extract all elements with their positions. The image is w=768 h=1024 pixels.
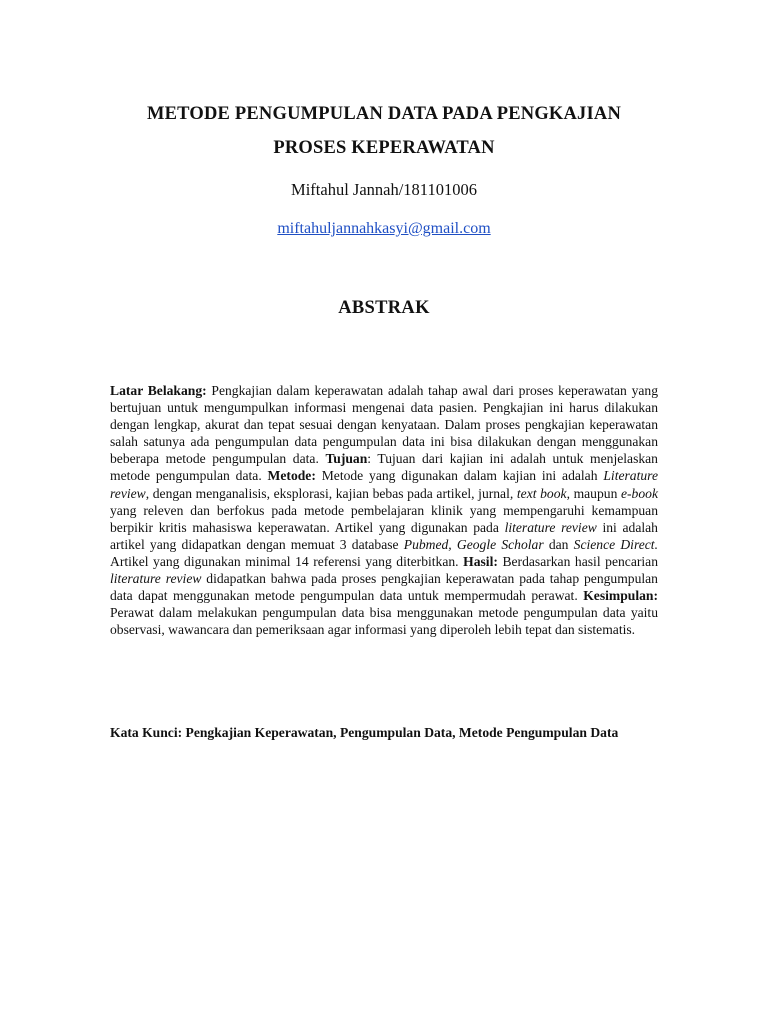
metode-italic: Pubmed, Geogle Scholar: [403, 536, 544, 552]
hasil-label: Hasil:: [463, 553, 498, 569]
hasil-italic: literature review: [110, 571, 202, 587]
author-email-link[interactable]: miftahuljannahkasyi@gmail.com: [277, 220, 491, 237]
metode-text: ini adalah artikel yang didapatkan dengan memuat 3 database: [110, 519, 658, 552]
abstract-heading: ABSTRAK: [338, 298, 430, 318]
title-line-2: PROSES KEPERAWATAN: [273, 138, 495, 158]
metode-text: Artikel yang digunakan minimal 14 referensi yang diterbitkan.: [110, 553, 464, 569]
latar-belakang-label: Latar Belakang:: [110, 383, 207, 398]
metode-italic: Science Direct.: [573, 536, 658, 552]
tujuan-label: Tujuan: [325, 451, 368, 467]
metode-text: yang releven dan berfokus pada metode pembelajaran klinik yang mempengaruhi kemampuan berpikir kritis mahasiswa keperawatan. Artikel yang digunakan pada: [110, 502, 658, 535]
metode-text: dan: [543, 536, 574, 552]
metode-text: , dengan menganalisis, eksplorasi, kajian bebas pada artikel, jurnal: [145, 485, 510, 501]
kesimpulan-label: Kesimpulan:: [583, 588, 658, 604]
metode-italic: Literature review: [110, 468, 658, 501]
author-name: Miftahul Jannah/181101006: [291, 180, 477, 199]
metode-label: Metode:: [267, 468, 316, 484]
hasil-text: didapatkan bahwa pada proses pengkajian keperawatan pada tahap pengumpulan data dapat menggunakan metode pengumpulan data untuk mempermudah perawat.: [110, 571, 658, 604]
kesimpulan-text: Perawat dalam melakukan pengumpulan data bisa menggunakan metode pengumpulan data yaitu observasi, wawancara dan pemeriksaan agar informasi yang diperoleh lebih tepat dan sistematis.: [110, 605, 658, 638]
abstract-body: [110, 382, 658, 638]
author-email-container: [0, 220, 768, 238]
tujuan-text: : Tujuan dari kajian ini adalah untuk menjelaskan metode pengumpulan data.: [110, 451, 658, 484]
metode-italic: , text book: [509, 485, 567, 501]
metode-italic: literature review: [504, 519, 597, 535]
latar-belakang-text: Pengkajian dalam keperawatan adalah tahap awal dari proses keperawatan yang bertujuan untuk mengumpulkan informasi mengenai data pasien. Pengkajian ini harus dilakukan dengan lengkap, akurat dan tepat sesuai dengan kenyataan. Dalam proses pengkajian keperawatan salah satunya ada pengumpulan data pengumpulan data ini bisa dilakukan dengan menggunakan beberapa metode pengumpulan data.: [110, 383, 658, 467]
metode-italic: e-book: [621, 485, 658, 501]
title-line-1: METODE PENGUMPULAN DATA PADA PENGKAJIAN: [146, 104, 622, 124]
keywords: Kata Kunci: Pengkajian Keperawatan, Pengumpulan Data, Metode Pengumpulan Data: [110, 725, 619, 740]
metode-text: Metode yang digunakan dalam kajian ini adalah: [315, 468, 604, 484]
hasil-text: Berdasarkan hasil pencarian: [497, 553, 658, 569]
metode-text: , maupun: [566, 485, 621, 501]
